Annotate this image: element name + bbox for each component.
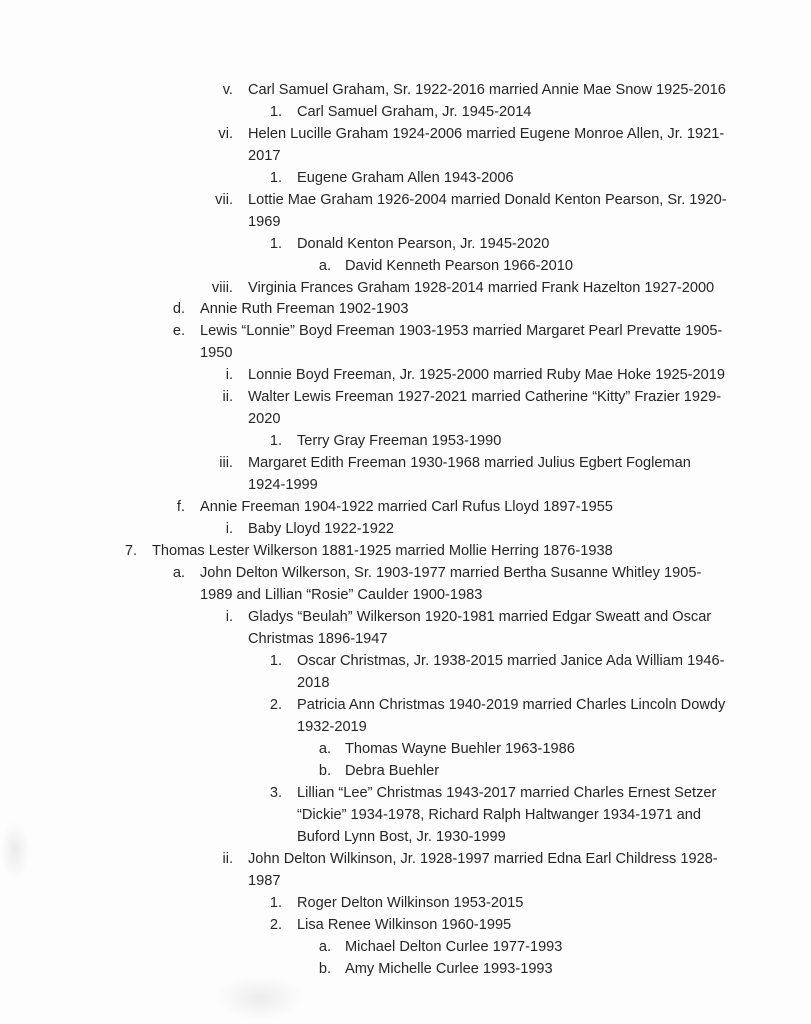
entry-marker: 1. [269,895,282,911]
entry-text: Virginia Frances Graham 1928-2014 married Frank Hazelton 1927-2000 [248,280,715,296]
outline-entry [0,496,811,518]
entry-marker: 2. [269,697,282,713]
outline-entry [0,540,811,562]
entry-text: Roger Delton Wilkinson 1953-2015 [297,895,524,911]
entry-continuation: 2020 [248,411,281,427]
entry-marker: e. [172,323,185,339]
entry-text: Lonnie Boyd Freeman, Jr. 1925-2000 married Ruby Mae Hoke 1925-2019 [248,367,726,383]
entry-text: Eugene Graham Allen 1943-2006 [297,170,514,186]
outline-entry [0,650,811,672]
outline-entry [0,606,811,628]
entry-text: Walter Lewis Freeman 1927-2021 married Catherine “Kitty” Frazier 1929- [248,389,722,405]
entry-text: Amy Michelle Curlee 1993-1993 [345,961,553,977]
entry-continuation: 1969 [248,214,281,230]
entry-marker: viii. [211,280,233,296]
outline-entry [0,694,811,716]
entry-text: Donald Kenton Pearson, Jr. 1945-2020 [297,236,550,252]
outline-entry [0,562,811,584]
entry-continuation: Christmas 1896-1947 [248,631,388,647]
entry-text: Patricia Ann Christmas 1940-2019 married Charles Lincoln Dowdy [297,697,726,713]
entry-marker: ii. [222,389,233,405]
entry-marker: i. [225,367,233,383]
entry-marker: 1. [269,104,282,120]
entry-marker: iii. [219,455,233,471]
entry-text: John Delton Wilkerson, Sr. 1903-1977 married Bertha Susanne Whitley 1905- [200,565,702,581]
entry-marker: 7. [124,543,137,559]
entry-text: Annie Ruth Freeman 1902-1903 [200,301,409,317]
outline-entry [0,189,811,211]
entry-marker: ii. [222,851,233,867]
scan-smudge [215,975,305,1020]
entry-continuation: 1932-2019 [297,719,367,735]
outline-entry [0,518,811,540]
outline-entry [0,277,811,299]
entry-text: Thomas Wayne Buehler 1963-1986 [345,741,575,757]
outline-entry [0,320,811,342]
entry-text: David Kenneth Pearson 1966-2010 [345,258,573,274]
entry-marker: i. [225,521,233,537]
entry-marker: 1. [269,236,282,252]
outline-entry [0,892,811,914]
entry-marker: d. [172,301,185,317]
entry-text: Lottie Mae Graham 1926-2004 married Donald Kenton Pearson, Sr. 1920- [248,192,727,208]
entry-text: Helen Lucille Graham 1924-2006 married Eugene Monroe Allen, Jr. 1921- [248,126,725,142]
outline-entry [0,914,811,936]
entry-marker: i. [225,609,233,625]
outline-entry [0,958,811,980]
entry-marker: vi. [218,126,233,142]
entry-text: Thomas Lester Wilkerson 1881-1925 married Mollie Herring 1876-1938 [152,543,613,559]
entry-continuation: 2017 [248,148,281,164]
entry-text: Terry Gray Freeman 1953-1990 [297,433,502,449]
outline-entry [0,123,811,145]
entry-text: Carl Samuel Graham, Sr. 1922-2016 married Annie Mae Snow 1925-2016 [248,82,726,98]
entry-text: Lisa Renee Wilkinson 1960-1995 [297,917,512,933]
entry-continuation: 1950 [200,345,233,361]
entry-marker: a. [318,258,331,274]
outline-entry [0,848,811,870]
entry-marker: 1. [269,433,282,449]
outline-entry [0,782,811,804]
entry-text: Lillian “Lee” Christmas 1943-2017 married Charles Ernest Setzer [297,785,717,801]
entry-text: Debra Buehler [345,763,440,779]
entry-continuation: “Dickie” 1934-1978, Richard Ralph Haltwanger 1934-1971 and [297,807,702,823]
entry-text: Gladys “Beulah” Wilkerson 1920-1981 married Edgar Sweatt and Oscar [248,609,712,625]
entry-marker: v. [222,82,233,98]
entry-marker: 3. [269,785,282,801]
outline-entry [0,430,811,452]
entry-marker: a. [172,565,185,581]
outline-entry [0,386,811,408]
outline-entry [0,298,811,320]
entry-marker: 1. [269,653,282,669]
entry-text: Annie Freeman 1904-1922 married Carl Rufus Lloyd 1897-1955 [200,499,613,515]
entry-continuation: Buford Lynn Bost, Jr. 1930-1999 [297,829,506,845]
entry-marker: vii. [215,192,233,208]
outline-entry [0,233,811,255]
entry-text: Carl Samuel Graham, Jr. 1945-2014 [297,104,532,120]
outline-entry [0,452,811,474]
entry-text: Michael Delton Curlee 1977-1993 [345,939,563,955]
entry-marker: a. [318,939,331,955]
outline-entry [0,936,811,958]
entry-text: John Delton Wilkinson, Jr. 1928-1997 married Edna Earl Childress 1928- [248,851,718,867]
entry-continuation: 1924-1999 [248,477,318,493]
entry-continuation: 2018 [297,675,330,691]
outline-entry [0,364,811,386]
outline-entry [0,255,811,277]
entry-text: Margaret Edith Freeman 1930-1968 married Julius Egbert Fogleman [248,455,691,471]
entry-marker: b. [318,961,331,977]
entry-continuation: 1987 [248,873,281,889]
entry-marker: a. [318,741,331,757]
outline-entry [0,760,811,782]
entry-marker: f. [176,499,185,515]
entry-marker: b. [318,763,331,779]
outline-entry [0,101,811,123]
outline-entry [0,738,811,760]
entry-text: Oscar Christmas, Jr. 1938-2015 married Janice Ada William 1946- [297,653,725,669]
entry-marker: 1. [269,170,282,186]
entry-text: Baby Lloyd 1922-1922 [248,521,395,537]
entry-text: Lewis “Lonnie” Boyd Freeman 1903-1953 married Margaret Pearl Prevatte 1905- [200,323,723,339]
entry-marker: 2. [269,917,282,933]
entry-continuation: 1989 and Lillian “Rosie” Caulder 1900-1983 [200,587,483,603]
outline-entry [0,167,811,189]
outline-entry [0,79,811,101]
